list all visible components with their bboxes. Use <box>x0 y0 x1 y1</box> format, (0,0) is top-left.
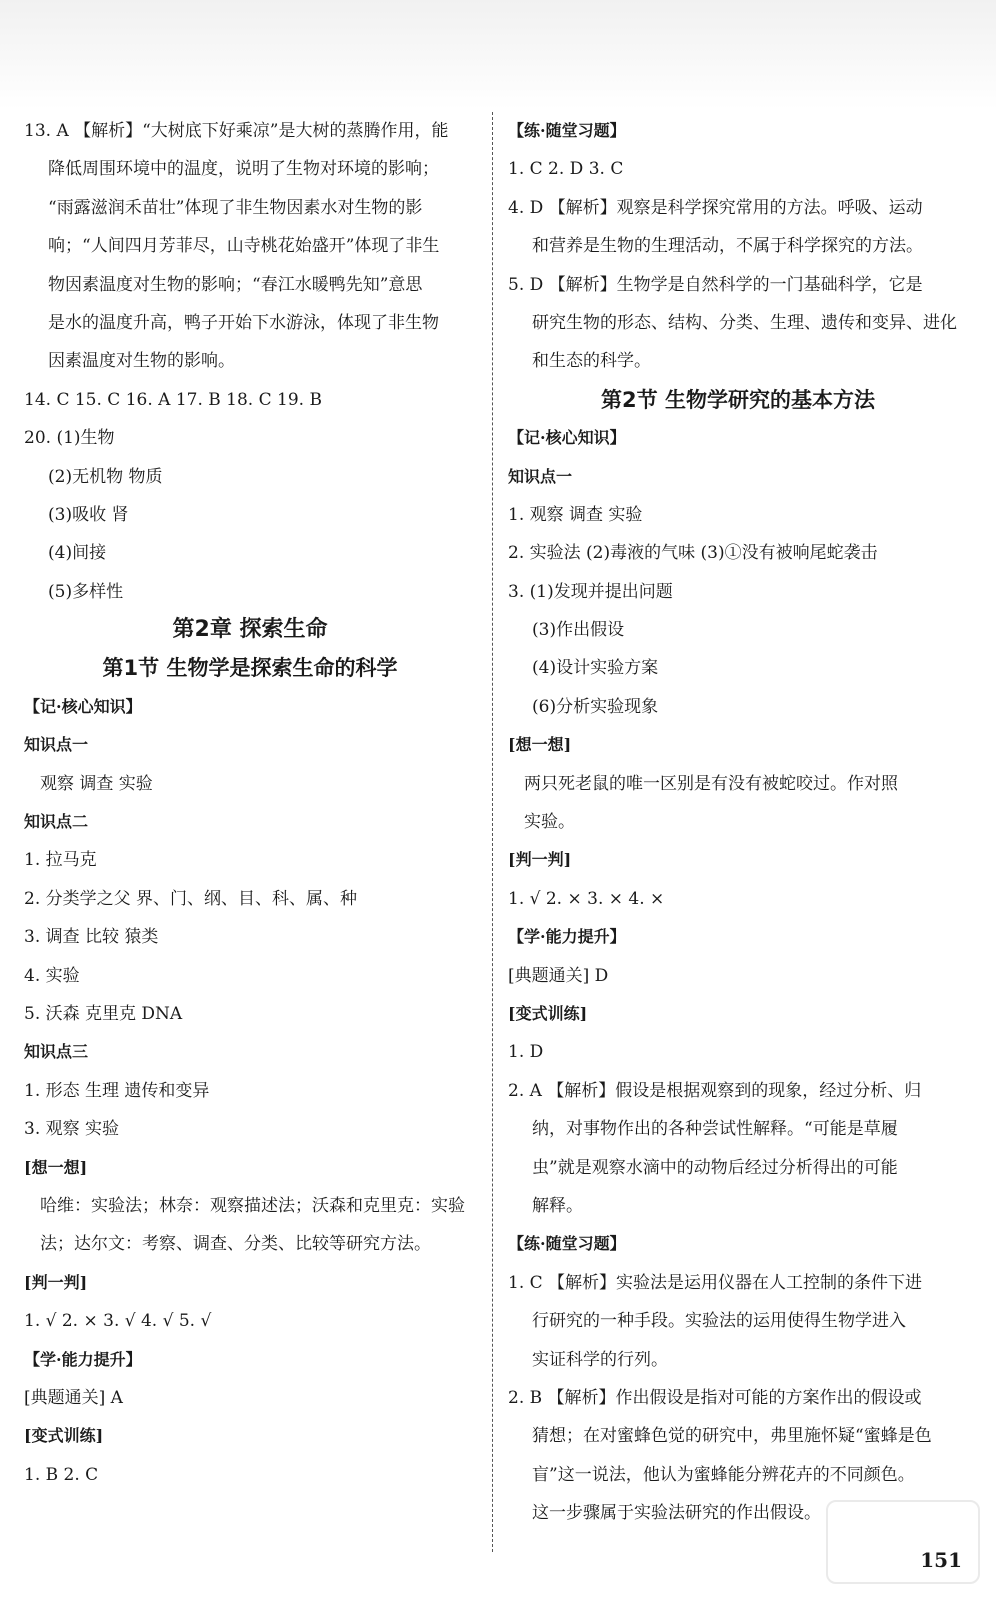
left-text-line: 4. 实验 <box>24 965 80 986</box>
right-text-line: [典题通关] D <box>508 965 609 986</box>
left-text-line: 14. C 15. C 16. A 17. B 18. C 19. B <box>24 389 322 410</box>
left-text-line: 法；达尔文：考察、调查、分类、比较等研究方法。 <box>40 1234 431 1255</box>
right-text-line: [判一判] <box>508 850 572 870</box>
left-text-line: 知识点一 <box>24 735 89 755</box>
left-text-line: (4)间接 <box>48 543 107 564</box>
right-text-line: (3)作出假设 <box>532 620 625 641</box>
left-text-line: [想一想] <box>24 1157 88 1177</box>
left-text-line: 物因素温度对生物的影响；“春江水暖鸭先知”意思 <box>48 274 423 295</box>
page-number: 151 <box>920 1548 962 1572</box>
left-text-line: 1. 形态 生理 遗传和变异 <box>24 1080 210 1101</box>
right-text-line: 两只死老鼠的唯一区别是有没有被蛇咬过。作对照 <box>524 773 898 794</box>
left-column <box>24 112 476 1494</box>
left-text-line: 2. 分类学之父 界、门、纲、目、科、属、种 <box>24 888 358 909</box>
right-text-line: 知识点一 <box>508 466 573 486</box>
right-text-line: 1. √ 2. × 3. × 4. × <box>508 888 665 909</box>
right-text-line: 【记·核心知识】 <box>508 428 626 448</box>
right-text-line: 研究生物的形态、结构、分类、生理、遗传和变异、进化 <box>532 312 957 333</box>
right-text-line: (6)分析实验现象 <box>532 696 659 717</box>
right-text-line: 1. 观察 调查 实验 <box>508 504 643 525</box>
column-divider <box>492 112 493 1552</box>
right-text-line: 和营养是生物的生理活动，不属于科学探究的方法。 <box>532 236 923 257</box>
left-text-line: 13. A 【解析】“大树底下好乘凉”是大树的蒸腾作用，能 <box>24 121 449 141</box>
right-text-line: 解释。 <box>532 1195 583 1216</box>
left-text-line: [变式训练] <box>24 1426 104 1446</box>
right-text-line: 纳，对事物作出的各种尝试性解释。“可能是草履 <box>532 1119 898 1140</box>
left-text-line: 【记·核心知识】 <box>24 696 142 716</box>
left-text-line: [判一判] <box>24 1272 88 1292</box>
left-text-line: 知识点二 <box>24 812 89 832</box>
right-column <box>508 112 968 1532</box>
right-text-line: 4. D 【解析】观察是科学探究常用的方法。呼吸、运动 <box>508 197 923 218</box>
scan-header-noise <box>0 0 996 110</box>
right-text-line: [变式训练] <box>508 1003 588 1023</box>
right-text-line: 2. A 【解析】假设是根据观察到的现象，经过分析、归 <box>508 1080 922 1101</box>
left-text-line: 观察 调查 实验 <box>40 773 153 794</box>
right-text-line: 第2节 生物学研究的基本方法 <box>601 387 875 412</box>
right-text-line: 和生态的科学。 <box>532 351 651 372</box>
left-text-line: 1. B 2. C <box>24 1464 99 1485</box>
right-text-line: 猜想；在对蜜蜂色觉的研究中，弗里施怀疑“蜜蜂是色 <box>532 1426 932 1447</box>
right-text-line: 【练·随堂习题】 <box>508 121 626 140</box>
left-text-line: 5. 沃森 克里克 DNA <box>24 1003 183 1024</box>
left-text-line: 知识点三 <box>24 1042 89 1062</box>
right-text-line: 盲”这一说法，他认为蜜蜂能分辨花卉的不同颜色。 <box>532 1464 915 1485</box>
left-text-line: 降低周围环境中的温度，说明了生物对环境的影响； <box>48 159 439 180</box>
right-text-line: 1. C 2. D 3. C <box>508 159 624 180</box>
right-text-line: [想一想] <box>508 735 572 755</box>
left-text-line: 哈维：实验法；林奈：观察描述法；沃森和克里克：实验 <box>40 1195 465 1216</box>
left-text-line: 20. (1)生物 <box>24 428 115 449</box>
left-text-line: 第1节 生物学是探索生命的科学 <box>102 656 398 681</box>
right-text-line: 1. C 【解析】实验法是运用仪器在人工控制的条件下进 <box>508 1272 923 1293</box>
right-text-line: 1. D <box>508 1042 544 1063</box>
left-text-line: “雨露滋润禾苗壮”体现了非生物因素水对生物的影 <box>48 197 423 218</box>
left-text-line: 1. 拉马克 <box>24 850 97 871</box>
right-text-line: 【学·能力提升】 <box>508 927 626 947</box>
right-text-line: 2. B 【解析】作出假设是指对可能的方案作出的假设或 <box>508 1387 922 1408</box>
left-text-line: 因素温度对生物的影响。 <box>48 351 235 372</box>
left-text-line: 3. 观察 实验 <box>24 1119 120 1140</box>
left-text-line: 第2章 探索生命 <box>172 617 328 643</box>
left-text-line: 【学·能力提升】 <box>24 1349 142 1369</box>
left-text-line: 响；“人间四月芳菲尽，山寺桃花始盛开”体现了非生 <box>48 236 440 257</box>
right-text-line: 虫”就是观察水滴中的动物后经过分析得出的可能 <box>532 1157 898 1178</box>
right-text-line: 2. 实验法 (2)毒液的气味 (3)①没有被响尾蛇袭击 <box>508 543 878 564</box>
right-text-line: 3. (1)发现并提出问题 <box>508 581 673 602</box>
left-text-line: (5)多样性 <box>48 581 124 602</box>
left-text-line: (2)无机物 物质 <box>48 466 163 487</box>
right-text-line: (4)设计实验方案 <box>532 658 659 679</box>
right-text-line: 实证科学的行列。 <box>532 1349 668 1370</box>
right-text-line: 【练·随堂习题】 <box>508 1234 626 1254</box>
left-text-line: 1. √ 2. × 3. √ 4. √ 5. √ <box>24 1311 212 1332</box>
left-text-line: [典题通关] A <box>24 1387 123 1408</box>
left-text-line: (3)吸收 肾 <box>48 504 129 525</box>
right-text-line: 行研究的一种手段。实验法的运用使得生物学进入 <box>532 1311 906 1332</box>
right-text-line: 实验。 <box>524 812 575 833</box>
left-text-line: 3. 调查 比较 猿类 <box>24 927 159 948</box>
right-text-line: 5. D 【解析】生物学是自然科学的一门基础科学，它是 <box>508 274 923 295</box>
right-text-line: 这一步骤属于实验法研究的作出假设。 <box>532 1503 821 1524</box>
left-text-line: 是水的温度升高，鸭子开始下水游泳，体现了非生物 <box>48 312 439 333</box>
